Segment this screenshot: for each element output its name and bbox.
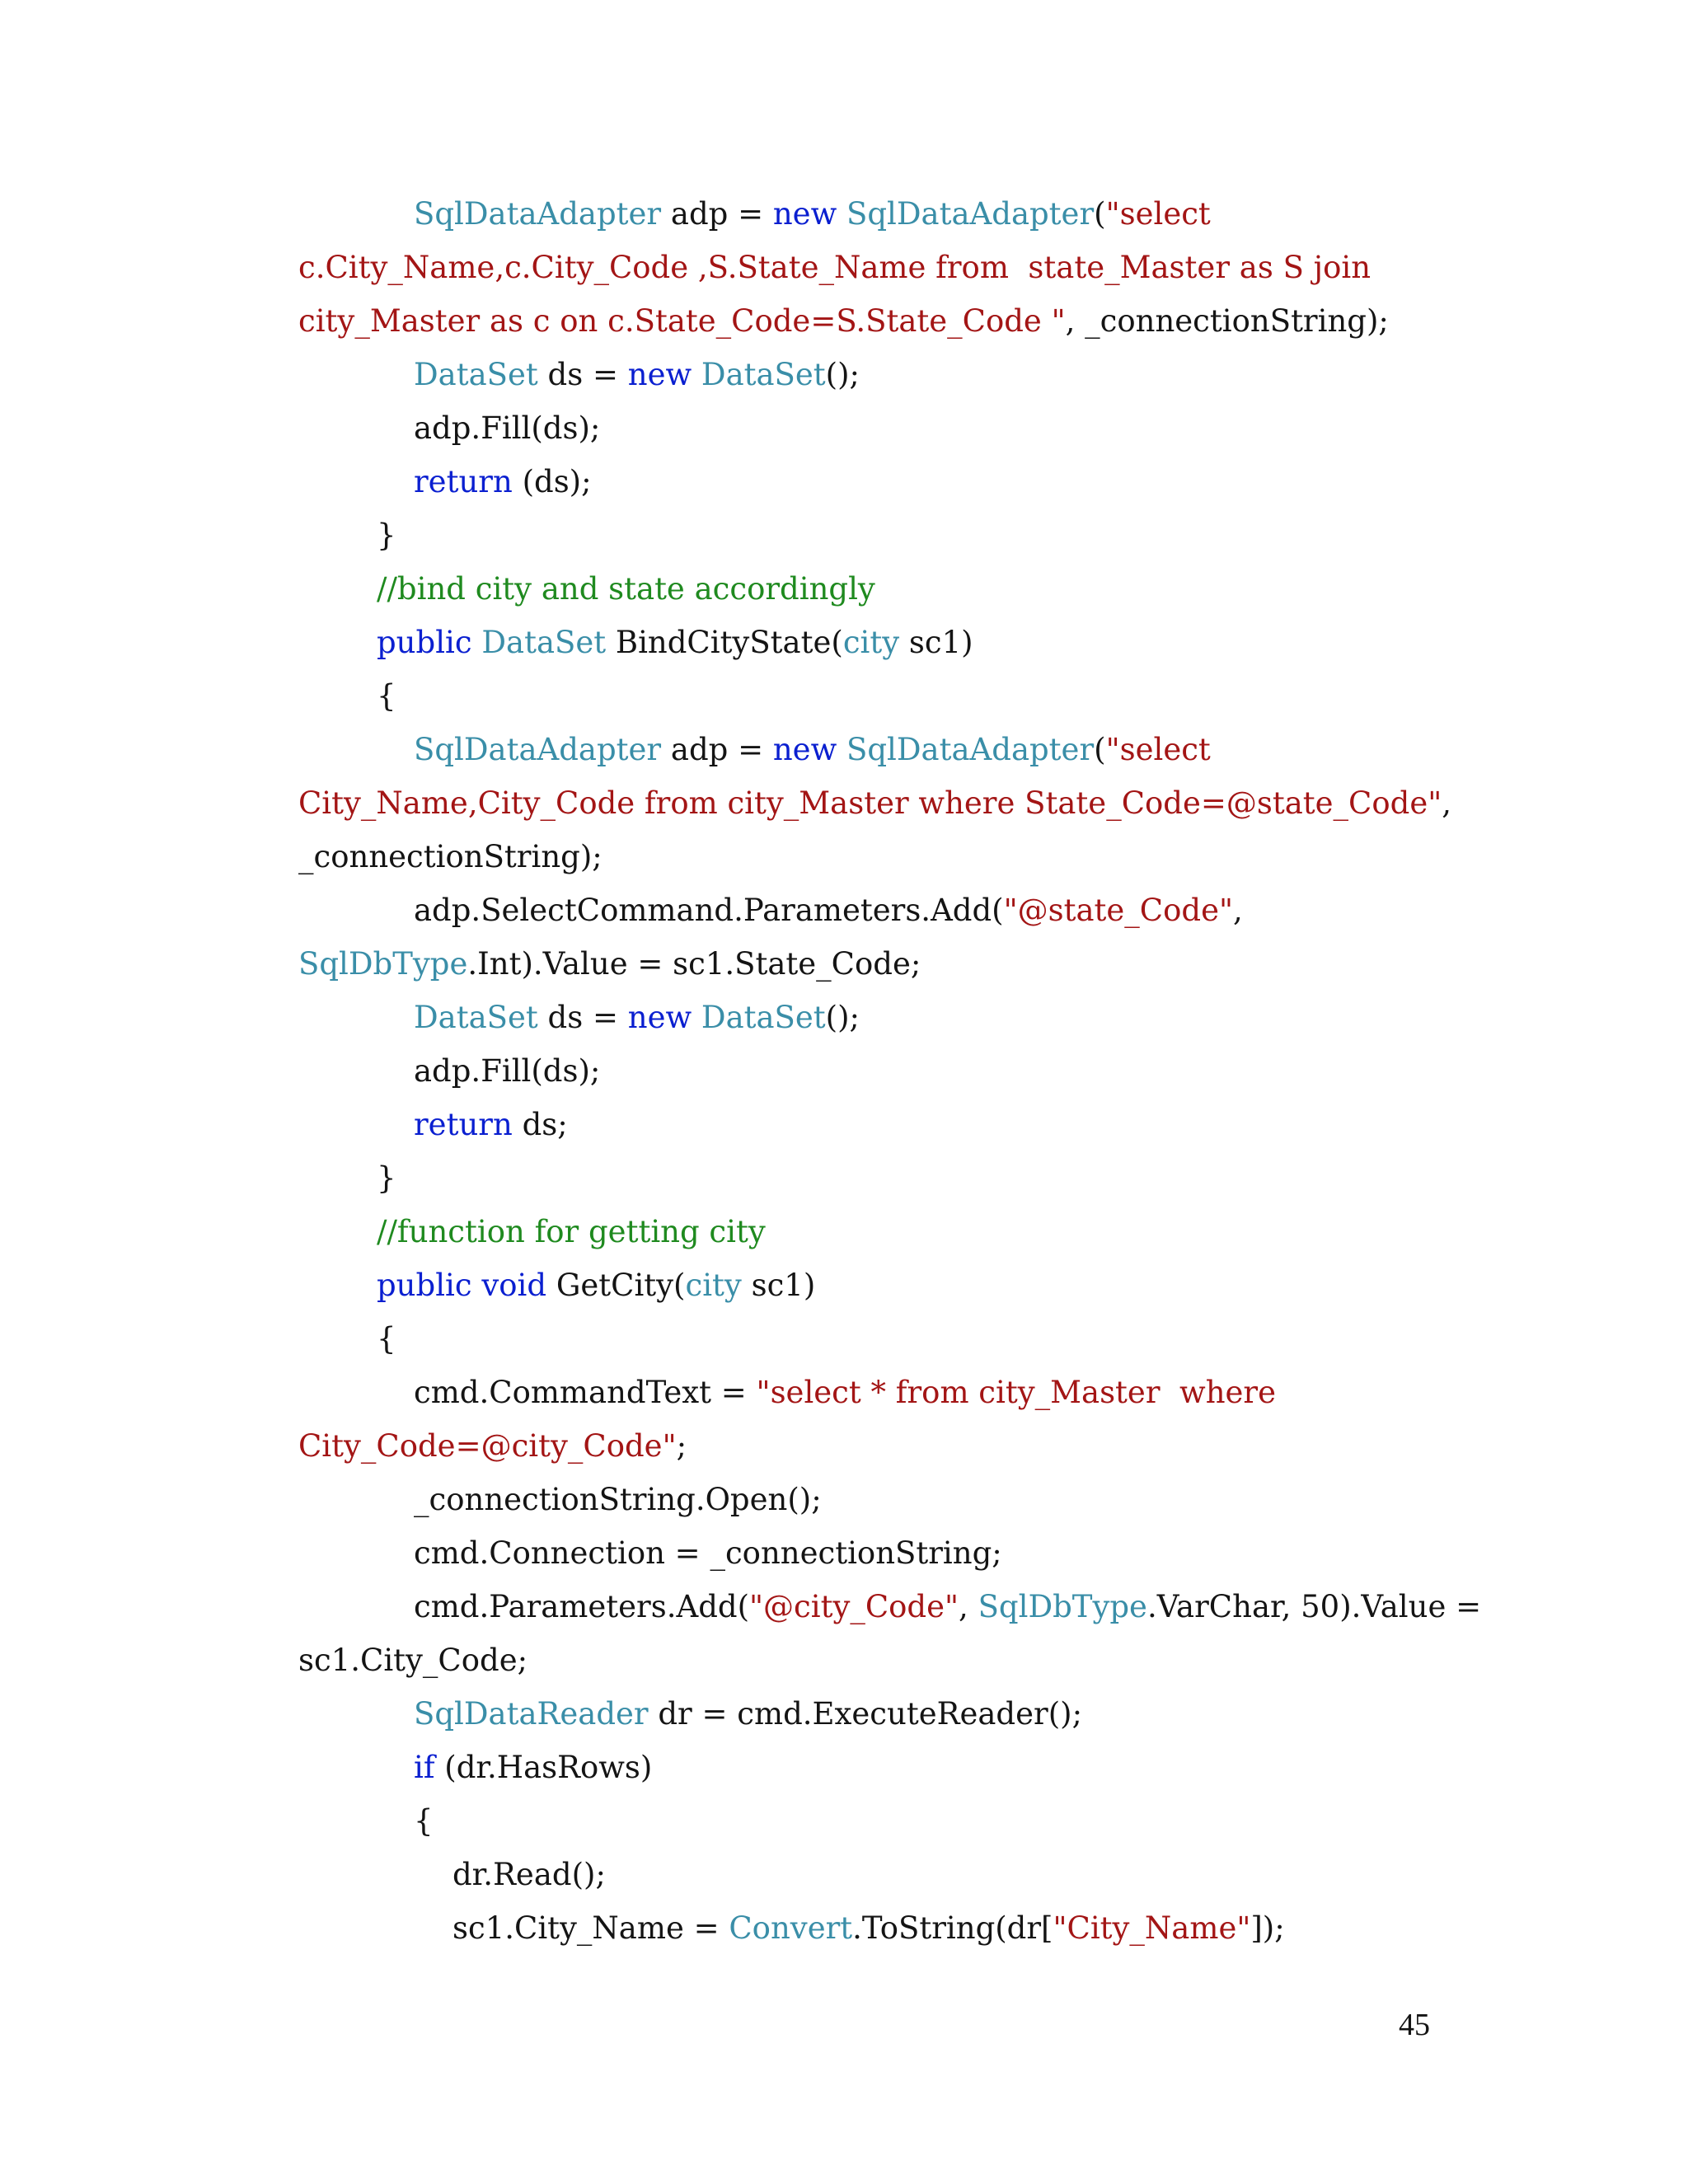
- code-token: ds;: [512, 1107, 568, 1142]
- code-line: [298, 1155, 1502, 1209]
- code-token: adp.Fill(ds);: [414, 410, 601, 446]
- code-token: DataSet: [481, 625, 607, 660]
- code-token: c.City_Name,c.City_Code ,S.State_Name from state_Master as S join: [298, 250, 1372, 285]
- code-token: cmd.Connection = _connectionString;: [414, 1535, 1002, 1571]
- code-line: [298, 1638, 1502, 1691]
- code-line: [298, 780, 1502, 834]
- code-token: city: [842, 625, 900, 660]
- code-token: SqlDataAdapter: [414, 196, 662, 232]
- code-line: [298, 1316, 1502, 1370]
- code-token: _connectionString);: [298, 839, 603, 874]
- code-line: [298, 298, 1502, 352]
- code-token: public: [377, 625, 472, 660]
- code-line: [298, 888, 1502, 941]
- code-line: [298, 459, 1502, 513]
- code-line: [298, 405, 1502, 459]
- code-token: "City_Name": [1053, 1910, 1251, 1946]
- code-line: [298, 352, 1502, 405]
- code-token: new: [772, 732, 837, 767]
- code-token: adp =: [661, 196, 773, 232]
- code-token: (dr.HasRows): [434, 1750, 653, 1785]
- code-token: new: [772, 196, 837, 232]
- code-line: [298, 1370, 1502, 1423]
- code-token: DataSet: [701, 1000, 826, 1035]
- code-token: "select: [1105, 732, 1211, 767]
- code-token: City_Code=@city_Code": [298, 1428, 677, 1464]
- code-token: Convert: [729, 1910, 853, 1946]
- code-token: _connectionString.Open();: [414, 1482, 822, 1517]
- code-line: [298, 566, 1502, 620]
- code-token: SqlDataAdapter: [846, 732, 1095, 767]
- code-token: (ds);: [512, 464, 592, 499]
- code-line: [298, 727, 1502, 780]
- code-token: ();: [825, 357, 860, 392]
- code-token: SqlDbType: [978, 1589, 1147, 1624]
- code-token: void: [481, 1268, 547, 1303]
- code-token: "select * from city_Master where: [756, 1375, 1277, 1410]
- code-token: return: [414, 464, 513, 499]
- code-token: sc1.City_Code;: [298, 1643, 528, 1678]
- code-token: (: [1094, 732, 1106, 767]
- code-listing: [298, 191, 1502, 1959]
- code-token: [472, 625, 482, 660]
- code-token: adp =: [661, 732, 773, 767]
- code-token: {: [377, 678, 396, 714]
- code-token: if: [414, 1750, 435, 1785]
- code-token: "select: [1105, 196, 1211, 232]
- code-token: //function for getting city: [377, 1214, 766, 1249]
- code-line: [298, 1102, 1502, 1155]
- code-token: city: [685, 1268, 742, 1303]
- code-line: [298, 1530, 1502, 1584]
- code-line: [298, 1423, 1502, 1477]
- code-line: [298, 995, 1502, 1048]
- code-token: {: [414, 1803, 434, 1839]
- code-line: [298, 1745, 1502, 1798]
- code-token: "@state_Code": [1003, 893, 1233, 928]
- code-line: [298, 941, 1502, 995]
- code-token: sc1): [741, 1268, 816, 1303]
- code-line: [298, 1691, 1502, 1745]
- code-line: [298, 1905, 1502, 1959]
- code-line: [298, 245, 1502, 298]
- code-token: public: [377, 1268, 472, 1303]
- code-line: [298, 513, 1502, 566]
- code-token: DataSet: [414, 1000, 538, 1035]
- code-token: ds =: [537, 1000, 628, 1035]
- code-token: [837, 196, 846, 232]
- code-token: dr = cmd.ExecuteReader();: [648, 1696, 1083, 1732]
- code-line: [298, 1477, 1502, 1530]
- code-token: SqlDataAdapter: [414, 732, 662, 767]
- code-token: SqlDbType: [298, 946, 468, 982]
- code-token: [472, 1268, 482, 1303]
- code-token: {: [377, 1321, 396, 1357]
- page-number: 45: [1399, 2008, 1430, 2042]
- code-token: [837, 732, 846, 767]
- code-line: [298, 673, 1502, 727]
- code-token: , _connectionString);: [1065, 303, 1389, 339]
- code-token: [692, 1000, 701, 1035]
- code-token: ds =: [537, 357, 628, 392]
- code-token: }: [377, 1160, 396, 1196]
- code-line: [298, 620, 1502, 673]
- code-line: [298, 1584, 1502, 1638]
- code-token: sc1.City_Name =: [452, 1910, 729, 1946]
- code-token: adp.SelectCommand.Parameters.Add(: [414, 893, 1004, 928]
- code-token: return: [414, 1107, 513, 1142]
- code-token: cmd.CommandText =: [414, 1375, 757, 1410]
- code-token: sc1): [899, 625, 973, 660]
- code-token: SqlDataReader: [414, 1696, 649, 1732]
- code-token: ,: [1232, 893, 1243, 928]
- code-token: ]);: [1250, 1910, 1285, 1946]
- code-token: }: [377, 518, 396, 553]
- code-token: City_Name,City_Code from city_Master where State_Code=@state_Code": [298, 785, 1442, 821]
- code-token: DataSet: [414, 357, 538, 392]
- code-token: BindCityState(: [606, 625, 843, 660]
- code-token: new: [627, 357, 692, 392]
- code-token: SqlDataAdapter: [846, 196, 1095, 232]
- code-line: [298, 1209, 1502, 1263]
- code-token: [692, 357, 701, 392]
- code-token: adp.Fill(ds);: [414, 1053, 601, 1089]
- code-token: .Int).Value = sc1.State_Code;: [467, 946, 921, 982]
- code-token: ();: [825, 1000, 860, 1035]
- code-line: [298, 1798, 1502, 1852]
- code-token: (: [1094, 196, 1106, 232]
- code-line: [298, 1048, 1502, 1102]
- code-token: "@city_Code": [749, 1589, 959, 1624]
- code-line: [298, 1852, 1502, 1905]
- code-token: ,: [959, 1589, 978, 1624]
- code-token: ,: [1442, 785, 1451, 821]
- code-token: //bind city and state accordingly: [377, 571, 875, 607]
- code-token: GetCity(: [546, 1268, 686, 1303]
- code-token: city_Master as c on c.State_Code=S.State_Code ": [298, 303, 1066, 339]
- code-token: new: [627, 1000, 692, 1035]
- code-line: [298, 834, 1502, 888]
- code-token: dr.Read();: [452, 1857, 606, 1892]
- code-token: .VarChar, 50).Value =: [1146, 1589, 1482, 1624]
- code-line: [298, 1263, 1502, 1316]
- code-token: .ToString(dr[: [852, 1910, 1053, 1946]
- code-token: cmd.Parameters.Add(: [414, 1589, 749, 1624]
- code-line: [298, 191, 1502, 245]
- code-token: ;: [676, 1428, 687, 1464]
- code-token: DataSet: [701, 357, 826, 392]
